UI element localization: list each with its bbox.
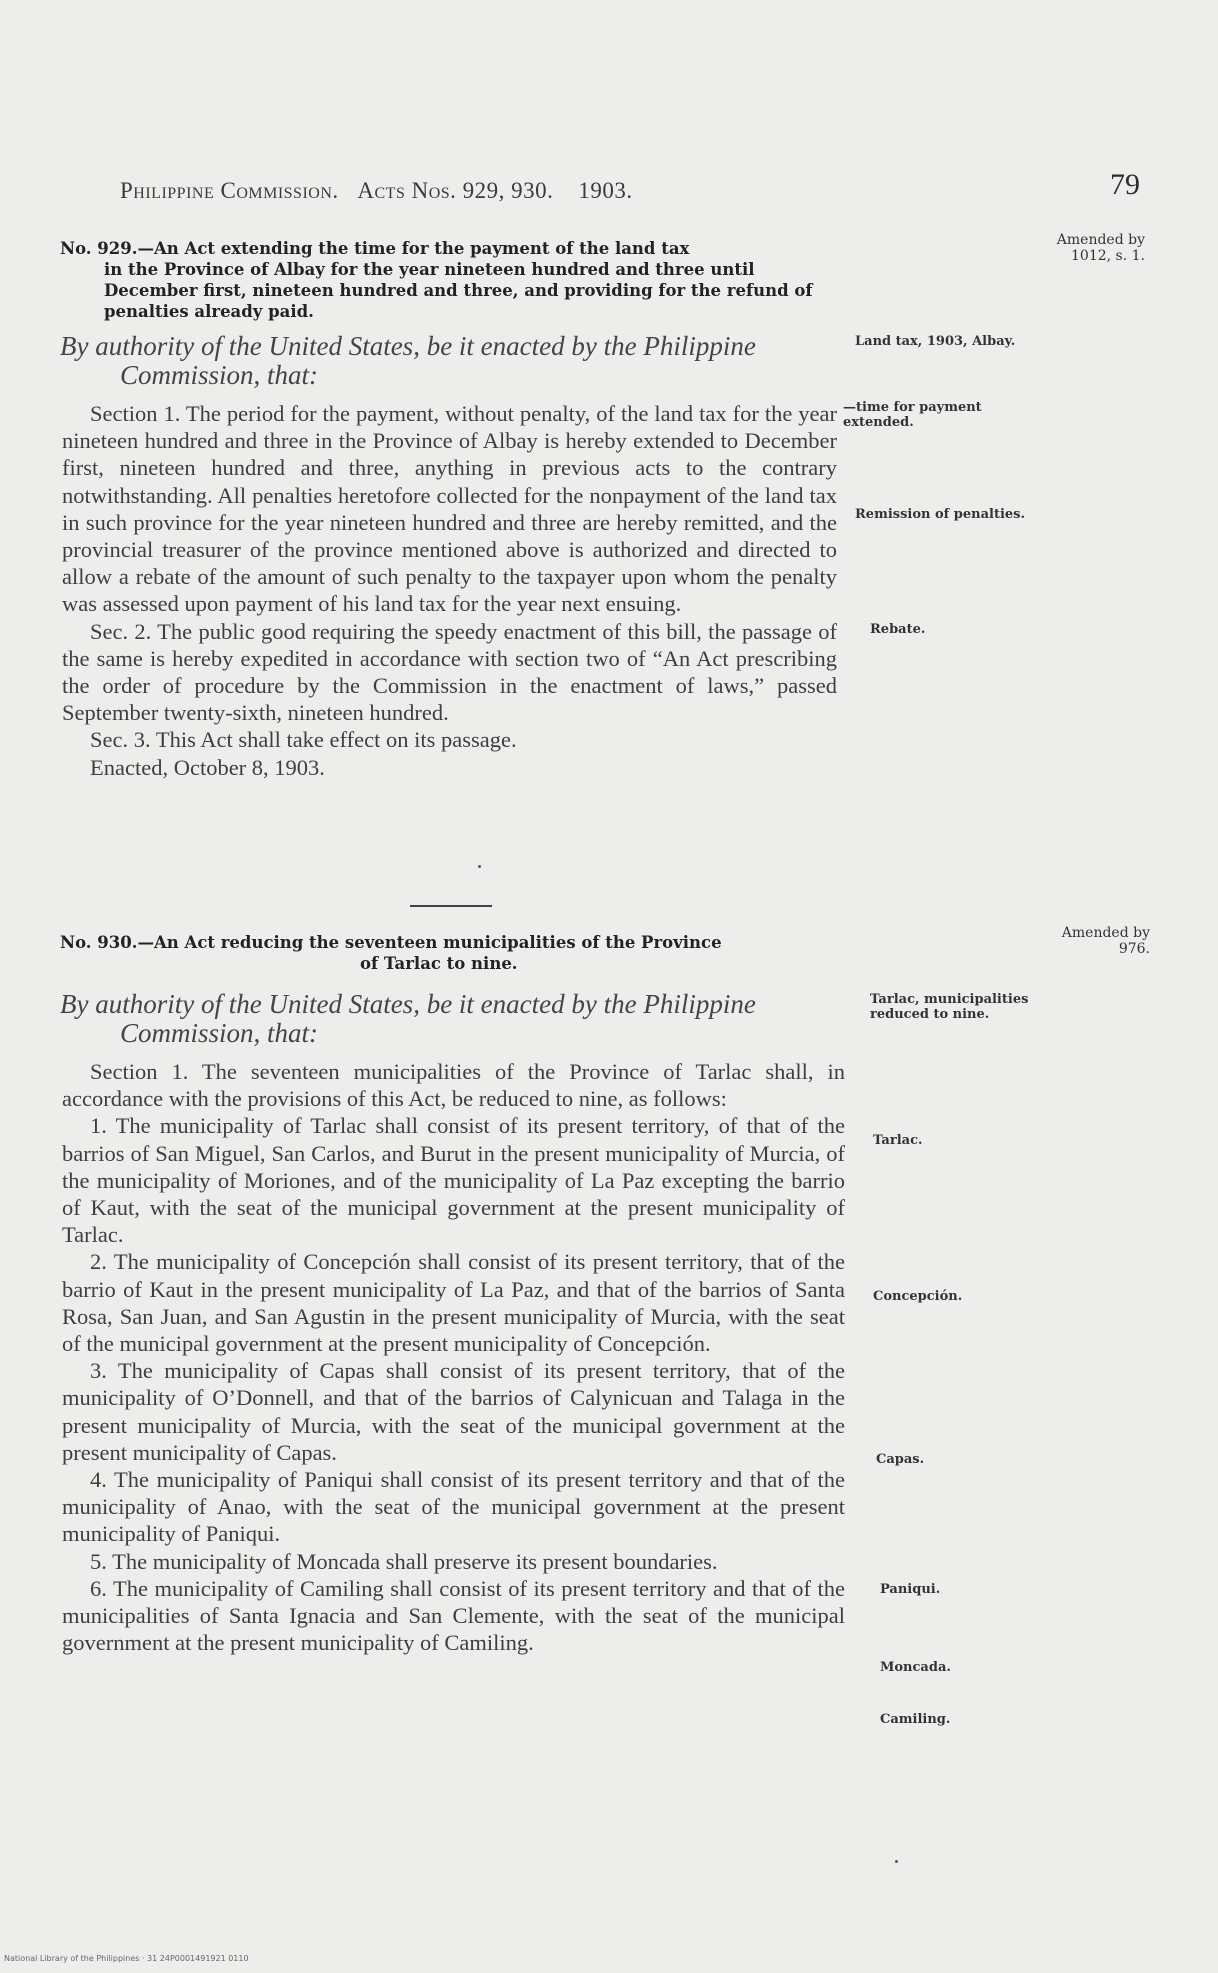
running-head-acts: Acts Nos. 929, 930. (357, 178, 554, 203)
scan-source-tag: National Library of the Philippines · 31 24P0001491921 0110 (4, 1954, 249, 1963)
margin-note-land-tax: Land tax, 1903, Albay. (855, 334, 1016, 349)
act-930-item-4: 4. The municipality of Paniqui shall consist of its present territory and that of the municipality of Anao, with the seat of the municipal government at the present municipality of Paniqui. (62, 1467, 845, 1547)
act-930-item-1: 1. The municipality of Tarlac shall consist of its present territory, of that of the barrios of San Miguel, San Carlos, and Burut in the present municipality of Murcia, of the municipality of Moriones, and of the municipality of La Paz excepting the barrio of Kaut, with the seat of the municipal government at the present municipality of Tarlac. (62, 1113, 845, 1248)
margin-note-rebate: Rebate. (870, 622, 926, 637)
section-divider (410, 905, 492, 907)
running-head-commission: Philippine Commission. (120, 178, 339, 203)
margin-note-capas: Capas. (876, 1452, 925, 1467)
margin-note-camiling: Camiling. (880, 1712, 951, 1727)
margin-note-time-payment: —time for payment extended. (843, 400, 982, 430)
act-930-section-1: Section 1. The seventeen municipalities of the Province of Tarlac shall, in accordance with the provisions of this Act, be reduced to nine, as follows: (62, 1059, 845, 1112)
act-929-enacting-line2: Commission, that: (120, 360, 319, 390)
act-930-heading (60, 932, 850, 974)
act-930-item-6: 6. The municipality of Camiling shall consist of its present territory and that of the municipalities of Santa Ignacia and San Clemente, with the seat of the municipal government at the present municipality of Camiling. (62, 1575, 845, 1656)
page-number: 79 (1110, 168, 1140, 201)
act-930-item-5: 5. The municipality of Moncada shall preserve its present boundaries. (90, 1548, 718, 1574)
margin-note-tarlac: Tarlac. (873, 1133, 923, 1148)
act-929-enacted-date: Enacted, October 8, 1903. (90, 754, 325, 780)
margin-note-remission: Remission of penalties. (855, 507, 1026, 522)
act-930-body (62, 1058, 845, 1656)
margin-note-moncada: Moncada. (880, 1660, 951, 1675)
running-head-year: 1903. (578, 178, 633, 203)
act-929-body (62, 400, 837, 781)
act-930-enacting-clause (60, 990, 850, 1048)
act-929-section-1: Section 1. The period for the payment, without penalty, of the land tax for the year nineteen hundred and three in the Province of Albay is hereby extended to December first, nineteen hundred and three, anything in previous acts to the contrary notwithstanding. All penalties heretofore collected for the nonpayment of the land tax in such province for the year nineteen hundred and three are hereby remitted, and the provincial treasurer of the province mentioned above is authorized and directed to allow a rebate of the amount of such penalty to the taxpayer upon whom the penalty was assessed upon payment of his land tax for the year next ensuing. (62, 401, 837, 617)
act-930-item-3: 3. The municipality of Capas shall consist of its present territory, that of the municipality of O’Donnell, and that of the barrios of Calynicuan and Talaga in the present municipality of Murcia, with the seat of the municipal government at the present municipality of Capas. (62, 1358, 845, 1465)
act-930-item-2: 2. The municipality of Concepción shall consist of its present territory, that of the barrio of Kaut in the present municipality of La Paz, and that of the barrios of Santa Rosa, San Juan, and San Agustin in the present municipality of Murcia, with the seat of the municipal government at the present municipality of Concepción. (62, 1249, 845, 1357)
ink-speck (895, 1860, 898, 1863)
act-930-enacting-line2: Commission, that: (120, 1018, 319, 1048)
margin-note-paniqui: Paniqui. (880, 1582, 941, 1597)
act-929-enacting-line1: By authority of the United States, be it enacted by the Philippine (60, 331, 756, 361)
margin-note-tarlac-reduced: Tarlac, municipalities reduced to nine. (870, 992, 1029, 1022)
act-930-enacting-line1: By authority of the United States, be it enacted by the Philippine (60, 989, 756, 1019)
act-929-enacting-clause (60, 332, 850, 390)
act-930-heading-rest: of Tarlac to nine. (360, 954, 518, 973)
act-929-section-2: Sec. 2. The public good requiring the speedy enactment of this bill, the passage of the same is hereby expedited in accordance with section two of “An Act prescribing the order of procedure by the Commission in the enactment of laws,” passed September twenty-sixth, nineteen hundred. (62, 618, 837, 726)
act-930-amendment-note: Amended by 976. (1061, 925, 1150, 957)
ink-speck (478, 865, 481, 868)
act-929-heading (60, 238, 850, 322)
margin-note-concepcion: Concepción. (873, 1289, 963, 1304)
act-929-section-3: Sec. 3. This Act shall take effect on its passage. (90, 727, 517, 753)
act-930-heading-lead: No. 930.—An Act reducing the seventeen municipalities of the Province (60, 933, 722, 952)
running-head (120, 178, 633, 204)
act-929-amendment-note: Amended by 1012, s. 1. (1056, 232, 1145, 264)
act-929-heading-lead: No. 929.—An Act extending the time for the payment of the land tax (60, 239, 690, 258)
act-929-heading-rest: in the Province of Albay for the year nineteen hundred and three until December first, nineteen hundred and three, and providing for the refund of penalties already paid. (104, 260, 813, 321)
